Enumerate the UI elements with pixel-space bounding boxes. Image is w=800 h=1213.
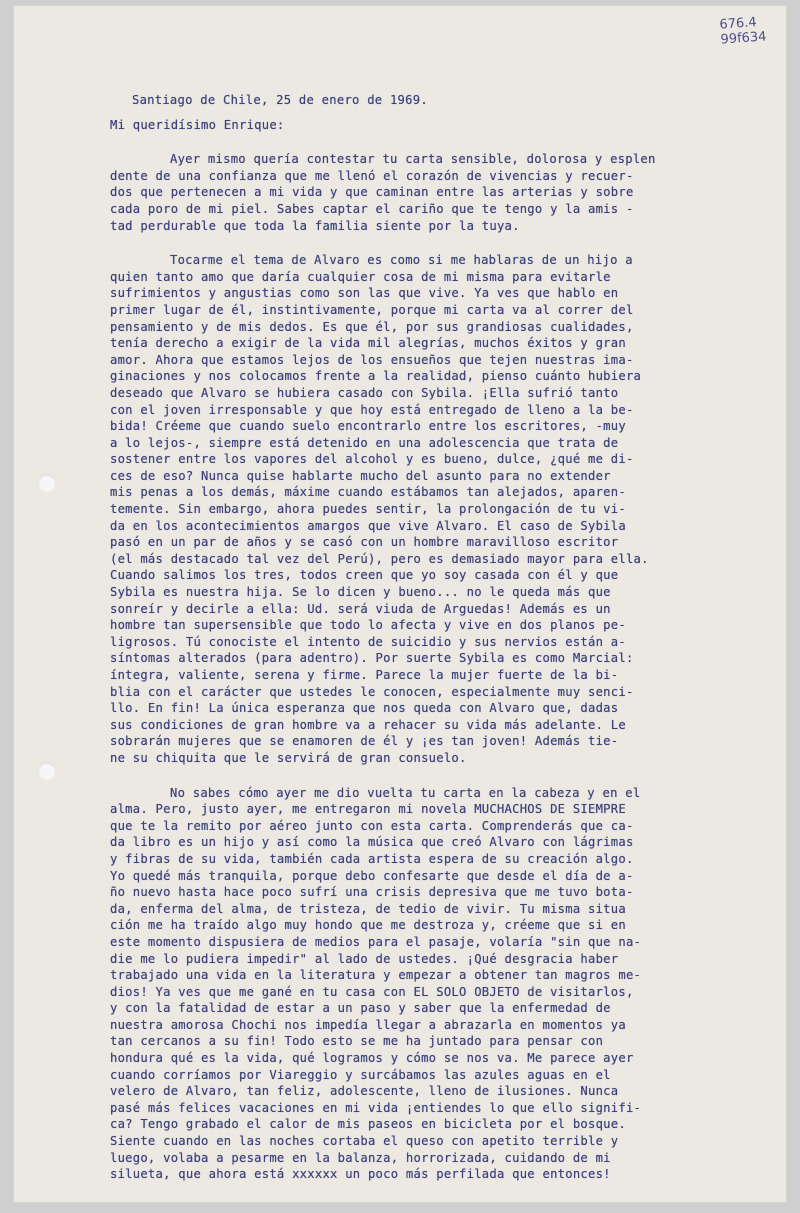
letter-date: Santiago de Chile, 25 de enero de 1969. [132, 93, 428, 107]
letter-paragraph: Tocarme el tema de Alvaro es como si me hablaras de un hijo a quien tanto amo que daría cualquier cosa de mi misma para evitarle sufrimientos y angustias como son las que vive. Ya ves que hablo en primer lugar de él, instintivamente, porque mi carta va al correr del pensamiento y de mis dedos. Es que él, por sus grandiosas cualidades, tenía derecho a exigir de la vida mil alegrías, muchos éxitos y gran amor. Ahora que estamos lejos de los ensueños que tejen nuestras ima- ginaciones y nos colocamos frente a la realidad, pienso cuánto hubiera deseado que Alvaro se hubiera casado con Sybila. ¡Ella sufrió tanto con el joven irresponsable y que hoy está entregado de lleno a la be- bida! Créeme que cuando suelo encontrarlo entre los escritores, -muy a lo lejos-, siempre está detenido en una adolescencia que trata de sostener entre los vapores del alcohol y es bueno, dulce, ¿qué me di- ces de eso? Nunca quise hablarte mucho del asunto para no extender mis penas a los demás, máxime cuando estábamos tan alejados, aparen- temente. Sin embargo, ahora puedes sentir, la prolongación de tu vi- da en los acontecimientos amargos que vive Alvaro. El caso de Sybila pasó en un par de años y se casó con un hombre maravilloso escritor (el más destacado tal vez del Perú), pero es demasiado mayor para ella. Cuando salimos los tres, todos creen que yo soy casada con él y que Sybila es nuestra hija. Se lo dicen y bueno... no le queda más que sonreír y decirle a ella: Ud. será viuda de Arguedas! Además es un hombre tan supersensible que todo lo afecta y vive en dos planos pe- ligrosos. Tú conociste el intento de suicidio y sus nervios están a- síntomas alterados (para adentro). Por suerte Sybila es como Marcial: íntegra, valiente, serena y firme. Parece la mujer fuerte de la bi- blia con el carácter que ustedes le conocen, especialmente muy senci- llo. En fin! La única esperanza que nos queda con Alvaro que, dadas sus condiciones de gran hombre va a rehacer su vida más adelante. Le sobrarán mujeres que se enamoren de él y ¡es tan joven! Además tie- ne su chiquita que le servirá de gran consuelo. [110, 253, 649, 765]
archive-ref-line1: 676.4 [719, 15, 758, 33]
punch-hole [38, 474, 56, 492]
letter-page [14, 6, 786, 1202]
letter-greeting: Mi queridísimo Enrique: [110, 117, 285, 132]
letter-body [110, 92, 758, 1201]
punch-hole [38, 762, 56, 780]
archive-ref-line2: 99f634 [720, 29, 767, 48]
letter-paragraph: No sabes cómo ayer me dio vuelta tu carta en la cabeza y en el alma. Pero, justo ayer, me entregaron mi novela MUCHACHOS DE SIEMPRE que te la remito por aéreo junto con esta carta. Comprenderás que ca- da libro es un hijo y así como la música que creó Alvaro con lágrimas y fibras de su vida, también cada artista espera de su creación algo. Yo quedé más tranquila, porque debo confesarte que desde el día de a- ño nuevo hasta hace poco sufrí una crisis depresiva que me tuvo bota- da, enferma del alma, de tristeza, de tedio de vivir. Tu misma situa ción me ha traído algo muy hondo que me destroza y, créeme que si en este momento dispusiera de medios para el pasaje, volaría "sin que na- die me lo pudiera impedir" al lado de ustedes. ¡Qué desgracia haber trabajado una vida en la literatura y empezar a obtener tan magros me- dios! Ya ves que me gané en tu casa con EL SOLO OBJETO de visitarlos, y con la fatalidad de estar a un paso y saber que la enfermedad de nuestra amorosa Chochi nos impedía llegar a abrazarla en momentos ya tan cercanos a su fin! Todo esto se me ha juntado para pensar con hondura qué es la vida, qué logramos y cómo se nos va. Me parece ayer cuando corríamos por Viareggio y surcábamos las azules aguas en el velero de Alvaro, tan feliz, adolescente, lleno de ilusiones. Nunca pasé más felices vacaciones en mi vida ¡entiendes lo que ello signifi- ca? Tengo grabado el calor de mis paseos en bicicleta por el bosque. Siente cuando en las noches cortaba el queso con apetito terrible y luego, volaba a pesarme en la balanza, horrorizada, cuidando de mi silueta, que ahora está xxxxxx un poco más perfilada que entonces! [110, 785, 642, 1182]
letter-paragraph: Ayer mismo quería contestar tu carta sensible, dolorosa y esplen dente de una confianza que me llenó el corazón de vivencias y recuer- dos que pertenecen a mi vida y que caminan entre las arterias y sobre cada poro de mi piel. Sabes captar el cariño que te tengo y la amis - tad perdurable que toda la familia siente por la tuya. [110, 152, 656, 233]
archive-reference [719, 14, 767, 47]
